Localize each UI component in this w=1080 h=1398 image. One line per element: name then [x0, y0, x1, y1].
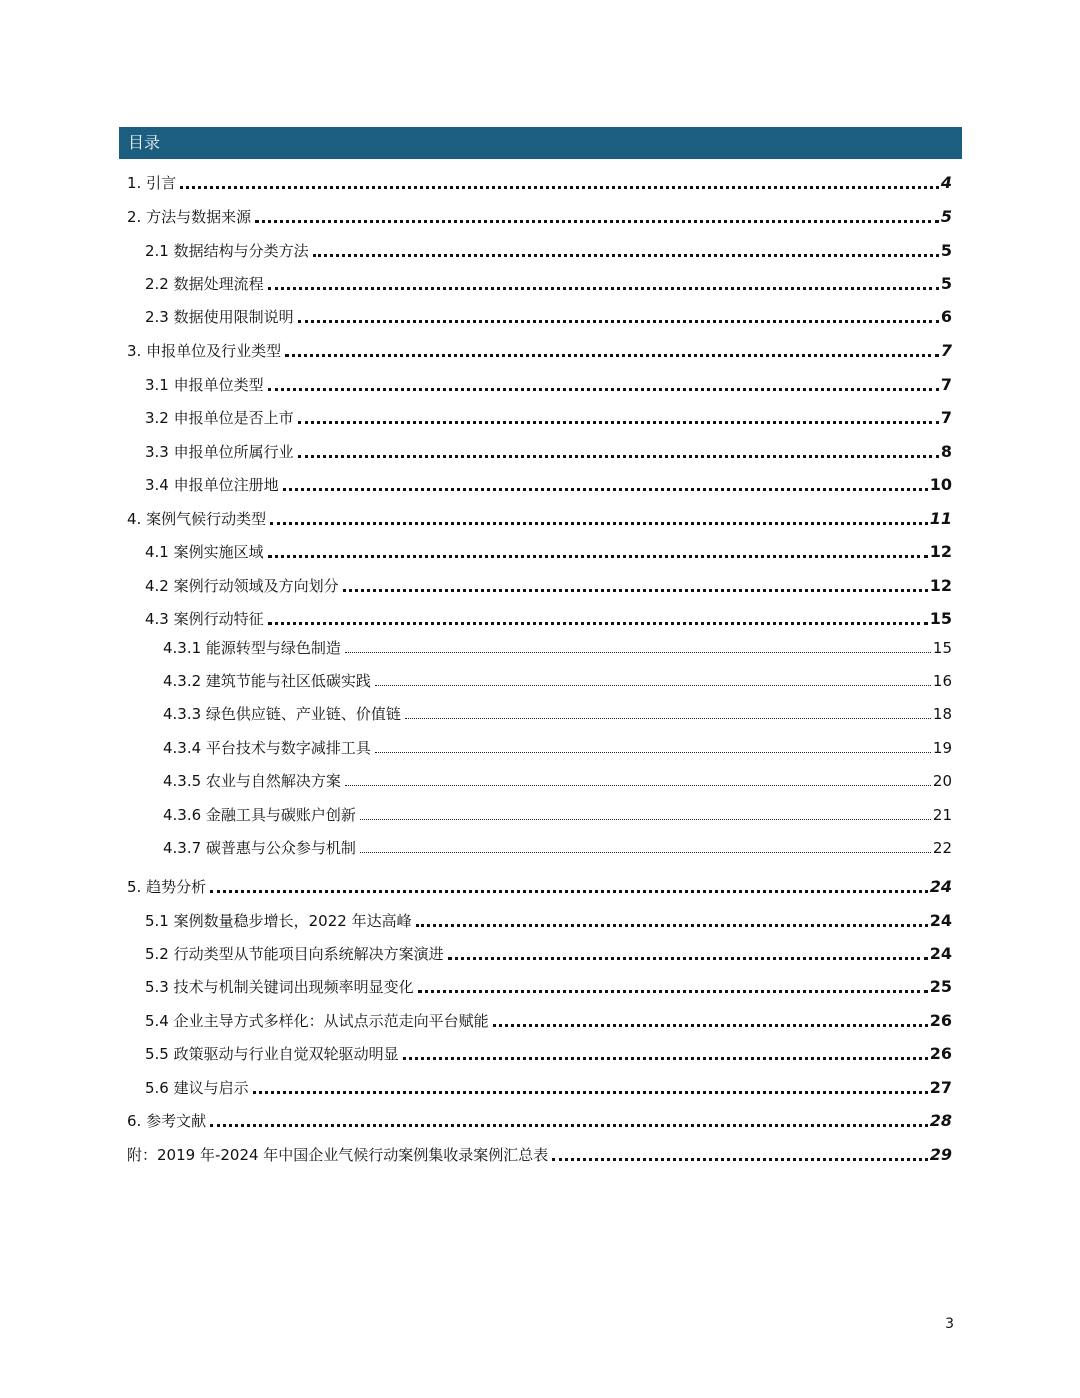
toc-entry-2-3[interactable] — [145, 305, 952, 327]
toc-entry-title: 4.3.1 能源转型与绿色制造 — [163, 639, 341, 657]
dot-leader — [552, 1158, 927, 1161]
toc-entry-title: 3.4 申报单位注册地 — [145, 476, 279, 494]
toc-entry-2[interactable] — [127, 205, 952, 227]
dot-leader — [180, 186, 939, 189]
toc-entry-4-2[interactable] — [145, 574, 952, 596]
toc-entry-page: 25 — [929, 977, 952, 996]
toc-entry-title: 5. 趋势分析 — [127, 878, 207, 896]
page-number: 3 — [945, 1316, 954, 1332]
toc-entry-3[interactable] — [127, 339, 952, 361]
toc-entry-title: 5.5 政策驱动与行业自觉双轮驱动明显 — [145, 1045, 399, 1063]
toc-entry-page: 24 — [929, 911, 952, 930]
toc-entry-title: 3.3 申报单位所属行业 — [145, 443, 294, 461]
toc-entry-page: 5 — [940, 207, 952, 226]
toc-entry-1[interactable] — [127, 171, 952, 193]
toc-entry-title: 4. 案例气候行动类型 — [127, 510, 267, 528]
toc-entry-page: 21 — [932, 806, 952, 824]
toc-entry-title: 4.3.6 金融工具与碳账户创新 — [163, 806, 356, 824]
toc-title: 目录 — [119, 127, 962, 159]
toc-entry-page: 7 — [940, 341, 952, 360]
toc-entry-title: 4.1 案例实施区域 — [145, 543, 264, 561]
dot-leader — [268, 555, 928, 558]
dot-leader — [416, 924, 928, 927]
dot-leader — [268, 388, 939, 391]
toc-entry-title: 5.1 案例数量稳步增长，2022 年达高峰 — [145, 912, 412, 930]
dot-leader — [493, 1024, 928, 1027]
toc-entry-6[interactable] — [127, 1109, 952, 1131]
toc-entry-5-4[interactable] — [145, 1009, 952, 1031]
dot-leader — [345, 785, 931, 786]
dot-leader — [448, 957, 928, 960]
dot-leader — [283, 488, 928, 491]
toc-entry-3-1[interactable] — [145, 373, 952, 395]
toc-entry-page: 5 — [940, 274, 952, 293]
toc-entry-4-1[interactable] — [145, 540, 952, 562]
toc-entry-page: 15 — [932, 639, 952, 657]
toc-entry-title: 5.4 企业主导方式多样化：从试点示范走向平台赋能 — [145, 1012, 489, 1030]
dot-leader — [298, 455, 939, 458]
toc-entry-page: 24 — [929, 944, 952, 963]
toc-entry-title: 4.3.4 平台技术与数字减排工具 — [163, 739, 371, 757]
toc-entry-3-3[interactable] — [145, 440, 952, 462]
toc-entry-page: 10 — [929, 475, 952, 494]
toc-entry-page: 11 — [929, 509, 952, 528]
toc-entry-title: 1. 引言 — [127, 174, 177, 192]
dot-leader — [270, 522, 928, 525]
dot-leader — [360, 819, 931, 820]
dot-leader — [375, 685, 931, 686]
dot-leader — [210, 890, 928, 893]
toc-entry-title: 4.2 案例行动领域及方向划分 — [145, 577, 339, 595]
toc-entry-page: 22 — [932, 839, 952, 857]
dot-leader — [313, 254, 939, 257]
dot-leader — [375, 752, 931, 753]
toc-entry-title: 4.3.7 碳普惠与公众参与机制 — [163, 839, 356, 857]
toc-entry-title: 5.3 技术与机制关键词出现频率明显变化 — [145, 978, 414, 996]
toc-entry-page: 20 — [932, 772, 952, 790]
dot-leader — [210, 1124, 928, 1127]
toc-entry-appendix[interactable] — [127, 1143, 952, 1165]
toc-entry-page: 16 — [932, 672, 952, 690]
toc-entry-page: 27 — [929, 1078, 952, 1097]
toc-entry-title: 3. 申报单位及行业类型 — [127, 342, 282, 360]
dot-leader — [418, 990, 928, 993]
toc-entry-page: 5 — [940, 241, 952, 260]
dot-leader — [268, 622, 928, 625]
dot-leader — [285, 354, 939, 357]
toc-entry-title: 2.2 数据处理流程 — [145, 275, 264, 293]
toc-entry-5[interactable] — [127, 875, 952, 897]
dot-leader — [255, 220, 939, 223]
toc-entry-page: 7 — [940, 408, 952, 427]
toc-entry-5-6[interactable] — [145, 1076, 952, 1098]
toc-entry-title: 2.3 数据使用限制说明 — [145, 308, 294, 326]
toc-entry-5-5[interactable] — [145, 1042, 952, 1064]
toc-entry-page: 26 — [929, 1044, 952, 1063]
toc-entry-page: 28 — [929, 1111, 952, 1130]
toc-entry-title: 2.1 数据结构与分类方法 — [145, 242, 309, 260]
dot-leader — [345, 652, 931, 653]
toc-entry-title: 4.3 案例行动特征 — [145, 610, 264, 628]
toc-entry-page: 29 — [929, 1145, 952, 1164]
toc-entry-5-2[interactable] — [145, 942, 952, 964]
toc-entry-page: 4 — [940, 173, 952, 192]
toc-entry-5-1[interactable] — [145, 909, 952, 931]
toc-entry-page: 26 — [929, 1011, 952, 1030]
toc-entry-4-3-6[interactable] — [163, 803, 952, 825]
toc-entry-page: 19 — [932, 739, 952, 757]
toc-entry-title: 4.3.5 农业与自然解决方案 — [163, 772, 341, 790]
toc-entry-title: 2. 方法与数据来源 — [127, 208, 252, 226]
toc-entry-title: 附：2019 年-2024 年中国企业气候行动案例集收录案例汇总表 — [127, 1146, 549, 1164]
toc-entry-page: 8 — [940, 442, 952, 461]
toc-entry-5-3[interactable] — [145, 975, 952, 997]
toc-entry-page: 6 — [940, 307, 952, 326]
toc-entry-4-3[interactable] — [145, 607, 952, 629]
toc-entry-3-2[interactable] — [145, 406, 952, 428]
toc-entry-3-4[interactable] — [145, 473, 952, 495]
toc-entry-page: 7 — [940, 375, 952, 394]
dot-leader — [298, 421, 939, 424]
dot-leader — [360, 852, 931, 853]
toc-entry-2-1[interactable] — [145, 239, 952, 261]
toc-entry-page: 18 — [932, 705, 952, 723]
toc-entry-2-2[interactable] — [145, 272, 952, 294]
toc-entry-4-3-4[interactable] — [163, 736, 952, 758]
toc-entry-4-3-1[interactable] — [163, 636, 952, 658]
toc-entry-title: 4.3.3 绿色供应链、产业链、价值链 — [163, 705, 401, 723]
dot-leader — [268, 287, 939, 290]
toc-entry-title: 4.3.2 建筑节能与社区低碳实践 — [163, 672, 371, 690]
toc-entry-page: 24 — [929, 877, 952, 896]
toc-entry-page: 15 — [929, 609, 952, 628]
toc-entry-title: 6. 参考文献 — [127, 1112, 207, 1130]
toc-entry-page: 12 — [929, 576, 952, 595]
dot-leader — [403, 1057, 928, 1060]
toc-entry-title: 5.2 行动类型从节能项目向系统解决方案演进 — [145, 945, 444, 963]
toc-entry-4-3-5[interactable] — [163, 769, 952, 791]
toc-entry-4[interactable] — [127, 507, 952, 529]
dot-leader — [253, 1091, 928, 1094]
toc-entry-title: 5.6 建议与启示 — [145, 1079, 249, 1097]
dot-leader — [343, 589, 928, 592]
toc-entry-page: 12 — [929, 542, 952, 561]
dot-leader — [298, 320, 939, 323]
toc-entry-title: 3.1 申报单位类型 — [145, 376, 264, 394]
toc-entry-4-3-7[interactable] — [163, 836, 952, 858]
toc-entry-4-3-3[interactable] — [163, 702, 952, 724]
dot-leader — [405, 718, 931, 719]
toc-entry-title: 3.2 申报单位是否上市 — [145, 409, 294, 427]
toc-entry-4-3-2[interactable] — [163, 669, 952, 691]
